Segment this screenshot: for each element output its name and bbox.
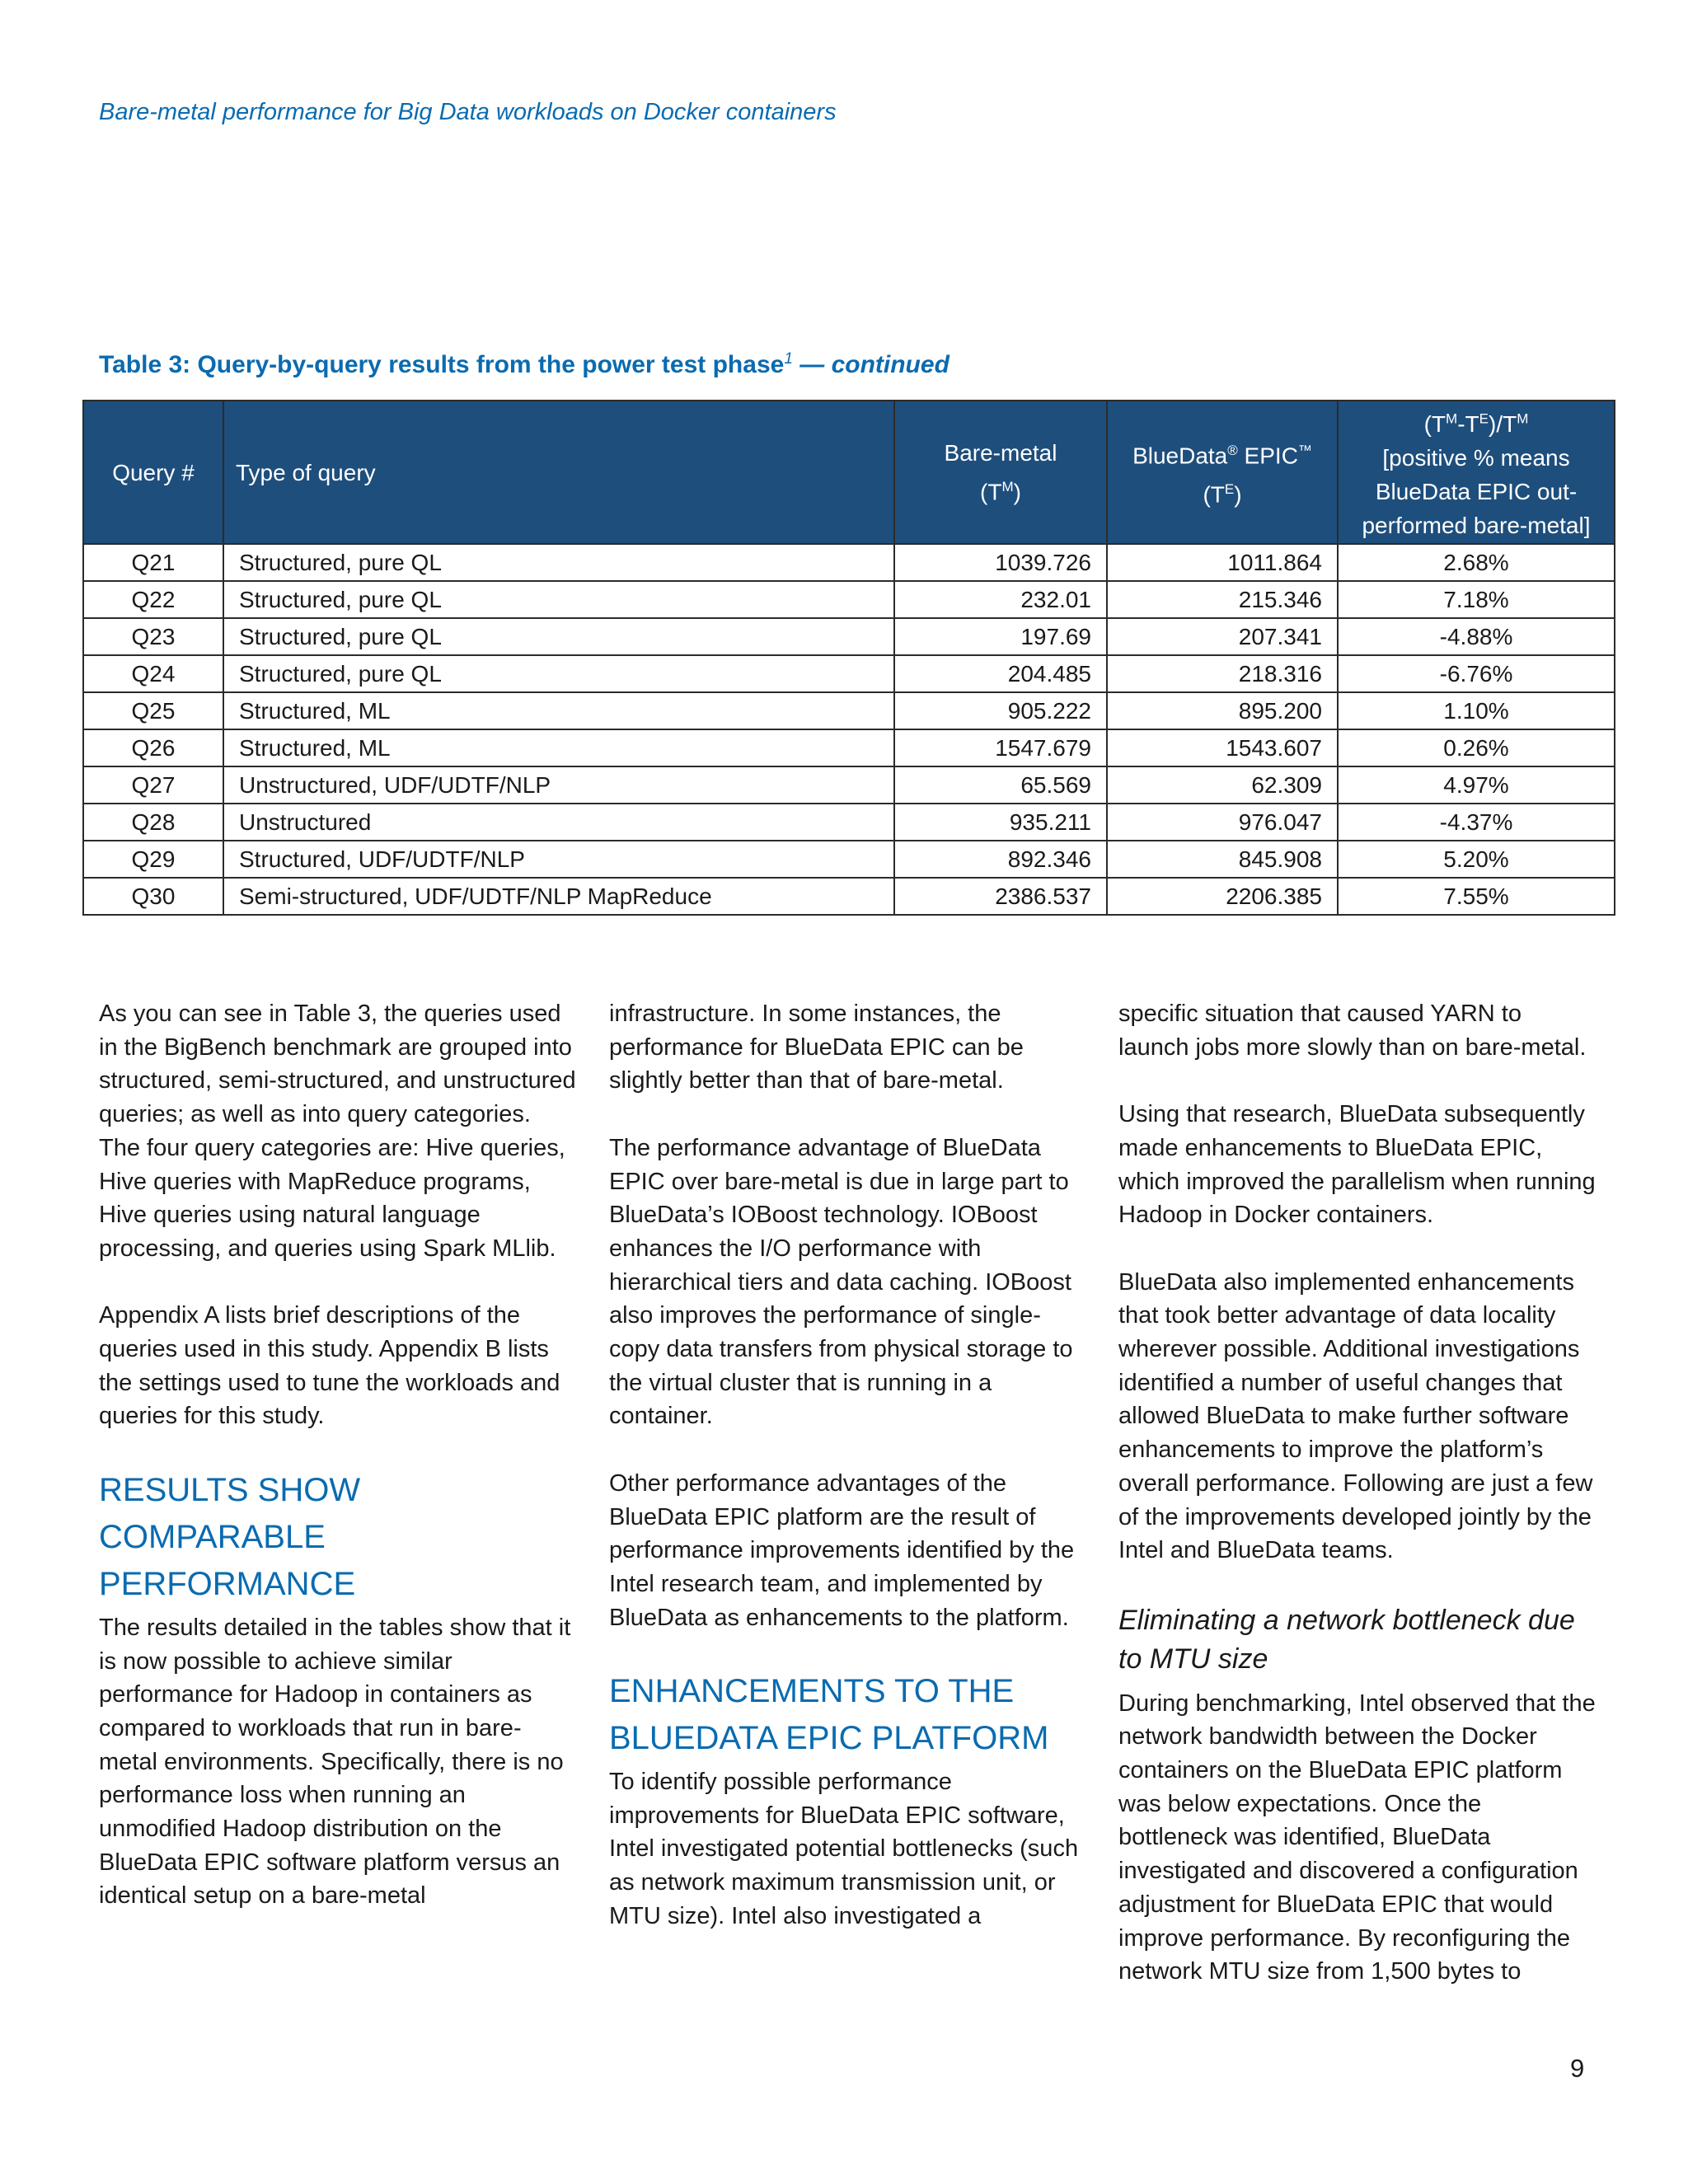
paragraph: Using that research, BlueData subsequently made enhancements to BlueData EPIC, which improved the parallelism when running Hadoop in Docker containers. — [1118, 1101, 1596, 1229]
cell-difference: 4.97% — [1338, 766, 1615, 804]
cell-query-type: Structured, ML — [223, 692, 894, 729]
header-difference — [1338, 401, 1615, 544]
cell-bare-metal: 65.569 — [894, 766, 1107, 804]
cell-query-type: Structured, UDF/UDTF/NLP — [223, 841, 894, 878]
paragraph: Other performance advantages of the BlueData EPIC platform are the result of performance improvements identified by the Intel research team, and implemented by BlueData as enhancements to the platform. — [609, 1469, 1075, 1631]
paragraph: The performance advantage of BlueData EPIC over bare-metal is due in large part to BlueData’s IOBoost technology. IOBoost enhances the I/O performance with hierarchical tiers and data caching. IOBoost also improves the performance of single-copy data transfers from physical storage to the virtual cluster that is running in a container. — [609, 1134, 1073, 1430]
cell-bare-metal: 1039.726 — [894, 544, 1107, 581]
cell-difference: 7.18% — [1338, 581, 1615, 618]
column-1 — [99, 997, 577, 1947]
header-epic-name: BlueData — [1132, 443, 1228, 468]
header-epic-product: EPIC — [1237, 443, 1298, 468]
cell-difference: 1.10% — [1338, 692, 1615, 729]
table-row — [83, 581, 1615, 618]
cell-query-number: Q22 — [83, 581, 223, 618]
header-diff-formula — [1424, 411, 1529, 437]
cell-query-number: Q23 — [83, 618, 223, 655]
header-epic-t: (T — [1203, 481, 1225, 508]
paragraph: The results detailed in the tables show that it is now possible to achieve similar performance for Hadoop in containers as compared to workloads that run in bare-metal environments. Specifically, there is no performance loss when running an unmodified Hadoop distribution on the BlueData EPIC software platform versus an identical setup on a bare-metal — [99, 1614, 571, 1910]
cell-difference: 5.20% — [1338, 841, 1615, 878]
paragraph: To identify possible performance improvements for BlueData EPIC software, Intel investigated potential bottlenecks (such as network maximum transmission unit, or MTU size). Intel also investigated a — [609, 1769, 1079, 1929]
cell-bluedata-epic: 215.346 — [1107, 581, 1338, 618]
header-diff-line4: performed bare-metal] — [1362, 513, 1591, 539]
cell-bare-metal: 935.211 — [894, 804, 1107, 841]
cell-bluedata-epic: 976.047 — [1107, 804, 1338, 841]
cell-bare-metal: 204.485 — [894, 655, 1107, 692]
cell-bluedata-epic: 207.341 — [1107, 618, 1338, 655]
cell-difference: -6.76% — [1338, 655, 1615, 692]
paragraph: During benchmarking, Intel observed that the network bandwidth between the Docker containers on the BlueData EPIC platform was below expectations. Once the bottleneck was identified, BlueData investigated and discovered a configuration adjustment for BlueData EPIC that would improve performance. By reconfiguring the network MTU size from 1,500 bytes to — [1118, 1690, 1596, 1985]
cell-query-type: Structured, pure QL — [223, 581, 894, 618]
table-caption-footnote: 1 — [784, 350, 793, 368]
table-row — [83, 618, 1615, 655]
cell-difference: 2.68% — [1338, 544, 1615, 581]
table-header-row — [83, 401, 1615, 544]
table-row — [83, 766, 1615, 804]
paragraph: Appendix A lists brief descriptions of the queries used in this study. Appendix B lists the settings used to tune the workloads and queries for this study. — [99, 1302, 560, 1430]
cell-difference: 0.26% — [1338, 729, 1615, 766]
header-diff-line2: [positive % means — [1382, 445, 1570, 471]
cell-query-number: Q24 — [83, 655, 223, 692]
heading-results: RESULTS SHOW COMPARABLE PERFORMANCE — [99, 1471, 361, 1602]
formula-sup: M — [1517, 410, 1529, 427]
cell-bluedata-epic: 1011.864 — [1107, 544, 1338, 581]
cell-difference: -4.88% — [1338, 618, 1615, 655]
cell-query-type: Unstructured — [223, 804, 894, 841]
table-row — [83, 692, 1615, 729]
header-type-of-query: Type of query — [223, 401, 894, 544]
formula-sup: M — [1446, 410, 1458, 427]
page-number: 9 — [1570, 2054, 1585, 2083]
formula-part: )/T — [1489, 411, 1517, 438]
formula-part: -T — [1457, 411, 1479, 438]
header-bluedata-epic — [1107, 401, 1338, 544]
table-body — [83, 544, 1615, 915]
table-row — [83, 655, 1615, 692]
cell-query-number: Q30 — [83, 878, 223, 915]
header-bare-metal — [894, 401, 1107, 544]
formula-part: (T — [1423, 411, 1447, 438]
cell-bluedata-epic: 895.200 — [1107, 692, 1338, 729]
cell-query-type: Structured, pure QL — [223, 618, 894, 655]
table-caption-continued: — continued — [792, 351, 950, 378]
table-row — [83, 544, 1615, 581]
cell-bluedata-epic: 845.908 — [1107, 841, 1338, 878]
cell-query-number: Q27 — [83, 766, 223, 804]
cell-bluedata-epic: 1543.607 — [1107, 729, 1338, 766]
cell-bare-metal: 2386.537 — [894, 878, 1107, 915]
header-bare-metal-close: ) — [1013, 479, 1021, 505]
heading-enhancements: ENHANCEMENTS TO THE BLUEDATA EPIC PLATFORM — [609, 1673, 1049, 1757]
cell-bare-metal: 232.01 — [894, 581, 1107, 618]
column-3 — [1118, 997, 1597, 2022]
cell-query-number: Q25 — [83, 692, 223, 729]
table-row — [83, 729, 1615, 766]
header-epic-sup: E — [1224, 481, 1235, 497]
results-table — [82, 400, 1615, 916]
cell-query-type: Structured, pure QL — [223, 544, 894, 581]
cell-query-type: Structured, ML — [223, 729, 894, 766]
table-row — [83, 841, 1615, 878]
cell-query-type: Unstructured, UDF/UDTF/NLP — [223, 766, 894, 804]
cell-query-type: Structured, pure QL — [223, 655, 894, 692]
table-row — [83, 804, 1615, 841]
cell-query-number: Q26 — [83, 729, 223, 766]
header-epic-tm: ™ — [1297, 442, 1312, 458]
cell-query-number: Q28 — [83, 804, 223, 841]
cell-bluedata-epic: 218.316 — [1107, 655, 1338, 692]
paragraph: infrastructure. In some instances, the performance for BlueData EPIC can be slightly better than that of bare-metal. — [609, 1001, 1024, 1094]
cell-difference: -4.37% — [1338, 804, 1615, 841]
header-bare-metal-label: Bare-metal — [944, 439, 1057, 466]
column-2 — [609, 997, 1087, 1966]
cell-bluedata-epic: 2206.385 — [1107, 878, 1338, 915]
cell-bare-metal: 197.69 — [894, 618, 1107, 655]
header-epic-reg: ® — [1227, 442, 1238, 458]
cell-query-number: Q21 — [83, 544, 223, 581]
paragraph: BlueData also implemented enhancements that took better advantage of data locality wherever possible. Additional investigations identified a number of useful changes that allowed BlueData to make further software enhancements to improve the platform’s overall performance. Following are just a few of the improvements developed jointly by the Intel and BlueData teams. — [1118, 1268, 1593, 1564]
paragraph: As you can see in Table 3, the queries used in the BigBench benchmark are grouped into structured, semi-structured, and unstructured queries; as well as into query categories. The four query categories are: Hive queries, Hive queries with MapReduce programs, Hive queries using natural language processing, and queries using Spark MLlib. — [99, 1001, 576, 1262]
table-row — [83, 878, 1615, 915]
formula-sup: E — [1479, 410, 1489, 427]
paragraph: specific situation that caused YARN to launch jobs more slowly than on bare-metal. — [1118, 1001, 1587, 1061]
running-title: Bare-metal performance for Big Data workloads on Docker containers — [99, 99, 837, 125]
header-epic-close: ) — [1234, 481, 1242, 508]
cell-bluedata-epic: 62.309 — [1107, 766, 1338, 804]
table-caption-text: Table 3: Query-by-query results from the power test phase — [99, 351, 785, 378]
heading-mtu: Eliminating a network bottleneck due to MTU size — [1118, 1604, 1575, 1675]
cell-query-type: Semi-structured, UDF/UDTF/NLP MapReduce — [223, 878, 894, 915]
header-query-number: Query # — [83, 401, 223, 544]
cell-bare-metal: 892.346 — [894, 841, 1107, 878]
cell-bare-metal: 905.222 — [894, 692, 1107, 729]
cell-difference: 7.55% — [1338, 878, 1615, 915]
cell-query-number: Q29 — [83, 841, 223, 878]
header-bare-metal-t: (T — [980, 479, 1002, 505]
table-caption — [99, 350, 950, 379]
header-diff-line3: BlueData EPIC out- — [1375, 479, 1578, 505]
header-bare-metal-sup: M — [1001, 478, 1014, 494]
cell-bare-metal: 1547.679 — [894, 729, 1107, 766]
